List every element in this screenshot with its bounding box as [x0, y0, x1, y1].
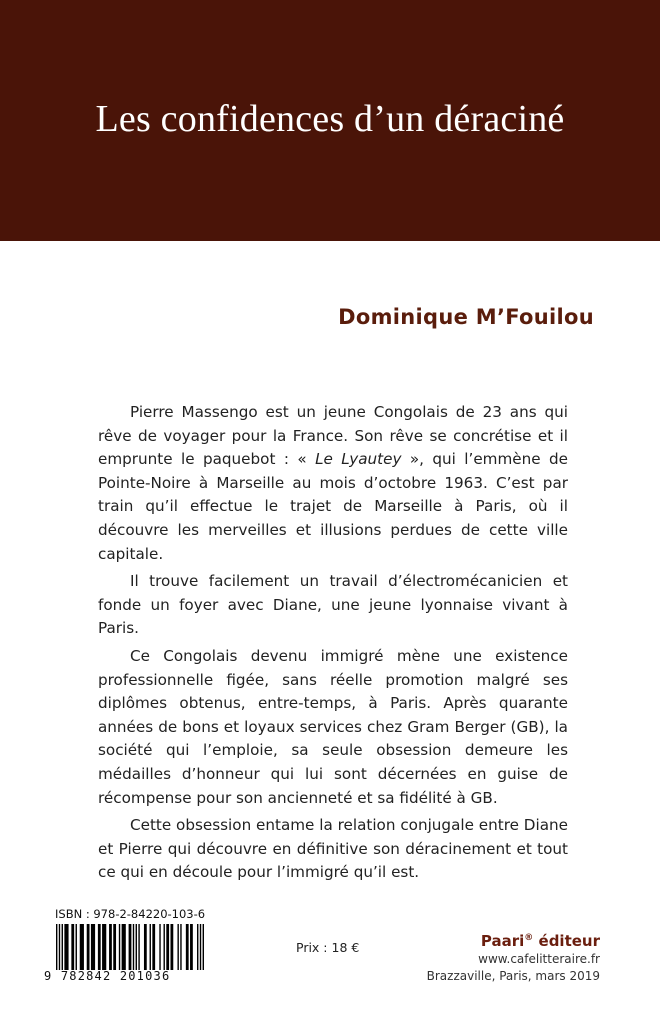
barcode-bar: [164, 924, 165, 970]
registered-mark: ®: [524, 933, 534, 943]
barcode-bar: [200, 924, 201, 970]
synopsis-p1-end: », qui l’emmène de Pointe-Noire à Marseille au mois d’octobre 1963. C’est par train qu’il effectue le trajet de Marseille à Paris, où il découvre les merveilles et illusions perdues de cette ville capitale.: [98, 450, 568, 563]
barcode-bar: [113, 924, 116, 970]
barcode-bar: [129, 924, 132, 970]
barcode-bar: [71, 924, 74, 970]
barcode-bar: [59, 924, 60, 970]
publisher-place-date: Brazzaville, Paris, mars 2019: [426, 969, 600, 983]
publisher-block: [380, 928, 600, 985]
barcode-bar: [166, 924, 169, 970]
barcode-bar: [98, 924, 101, 970]
isbn-label: ISBN : 978-2-84220-103-6: [55, 907, 206, 921]
barcode-bar: [152, 924, 155, 970]
synopsis-paragraph-1: [98, 401, 568, 566]
synopsis-paragraph-2: Il trouve facilement un travail d’électromécanicien et fonde un foyer avec Diane, une jeune lyonnaise vivant à Paris.: [98, 572, 568, 638]
synopsis-paragraph-3: Ce Congolais devenu immigré mène une existence professionnelle figée, sans réelle promotion malgré ses diplômes obtenus, entre-temps, à Paris. Après quarante années de bons et loyaux services chez Gram Berger (GB), la société qui l’emploie, sa seule obsession demeure les médailles d’honneur qui lui sont décernées en guise de récompense pour son ancienneté et sa fidélité à GB.: [98, 646, 568, 807]
barcode-bar: [122, 924, 126, 970]
barcode-bar: [87, 924, 90, 970]
barcode-bar: [159, 924, 160, 970]
barcode-bar: [64, 924, 68, 970]
barcode-bar: [102, 924, 106, 970]
barcode-bar: [133, 924, 134, 970]
synopsis: [98, 401, 568, 889]
synopsis-p1-start: Pierre Massengo est un jeune Congolais de 23 ans qui rêve de voyager pour la France. Son rêve se concrétise et il emprunte le paquebot : «: [98, 403, 568, 469]
publisher-website: www.cafelitteraire.fr: [478, 952, 600, 966]
barcode-bar: [109, 924, 112, 970]
book-title: Les confidences d’un déraciné: [95, 98, 565, 140]
barcode: [56, 924, 204, 970]
barcode-bar: [136, 924, 137, 970]
barcode-bar: [91, 924, 95, 970]
synopsis-paragraph-4: Cette obsession entame la relation conjugale entre Diane et Pierre qui découvre en définitive son déracinement et tout ce qui en découle pour l’immigré qu’il est.: [98, 816, 568, 882]
ship-name: Le Lyautey: [315, 450, 402, 469]
barcode-bar: [150, 924, 151, 970]
barcode-bar: [76, 924, 77, 970]
author-name: Dominique M’Fouilou: [338, 305, 594, 329]
barcode-bar: [180, 924, 181, 970]
barcode-bar: [177, 924, 178, 970]
barcode-bar: [80, 924, 84, 970]
price: Prix : 18 €: [296, 940, 360, 955]
barcode-bar: [56, 924, 57, 970]
publisher-name-text: Paari: [480, 932, 525, 950]
barcode-bar: [170, 924, 173, 970]
publisher-suffix: éditeur: [533, 932, 600, 950]
publisher-name: [380, 928, 600, 951]
barcode-bar: [62, 924, 63, 970]
barcode-bar: [203, 924, 204, 970]
barcode-bar: [119, 924, 120, 970]
barcode-bar: [144, 924, 147, 970]
barcode-digits: 9 782842 201036: [44, 969, 171, 983]
barcode-bar: [186, 924, 189, 970]
barcode-bar: [197, 924, 198, 970]
barcode-bar: [190, 924, 193, 970]
barcode-bar: [138, 924, 139, 970]
